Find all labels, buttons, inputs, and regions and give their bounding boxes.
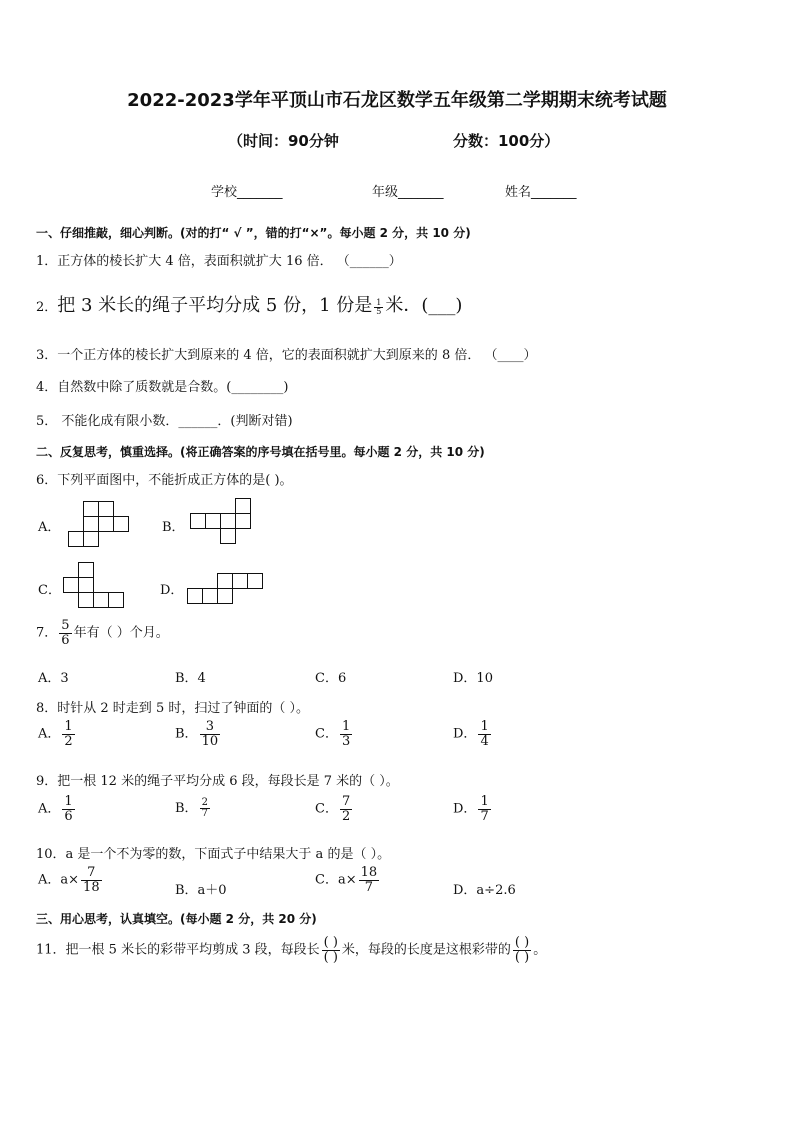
fraction-denominator: 10 — [201, 733, 219, 749]
question-2 — [36, 291, 462, 317]
option-fraction — [62, 720, 74, 748]
fraction-numerator: 7 — [341, 794, 351, 809]
option-letter: A． — [38, 726, 61, 742]
option-letter: B． — [175, 801, 198, 816]
score-info: 分数：100分） — [453, 132, 560, 150]
grade-field: 年级_______ — [372, 185, 444, 200]
question-10: 10．a 是一个不为零的数，下面式子中结果大于 a 的是（ ）。 — [36, 847, 391, 862]
fraction-denominator: 6 — [61, 632, 70, 648]
question-6: 6．下列平面图中，不能折成正方体的是( )。 — [36, 473, 293, 488]
fraction-denominator: 7 — [364, 879, 373, 895]
option-letter: A．a× — [38, 872, 80, 888]
section-1-heading: 一、仔细推敲，细心判断。(对的打“ √ ”，错的打“×”。每小题 2 分，共 10 分) — [36, 226, 471, 240]
option-letter: D． — [453, 726, 477, 742]
question-3: 3．一个正方体的棱长扩大到原来的 4 倍，它的表面积就扩大到原来的 8 倍． （____） — [36, 348, 537, 363]
blank-denominator: ( ) — [323, 949, 338, 965]
option-fraction — [81, 866, 102, 894]
fraction-denominator: 7 — [201, 808, 208, 819]
fraction-numerator: 1 — [64, 794, 73, 809]
fraction-numerator: 7 — [87, 865, 96, 880]
fraction-numerator: 1 — [480, 794, 489, 809]
q6-option-b-net — [190, 498, 252, 546]
q7-option-d: D．10 — [453, 671, 493, 686]
q6-option-d-net — [187, 573, 265, 606]
blank-numerator: ( ) — [514, 935, 530, 950]
q7-option-a: A．3 — [38, 671, 69, 686]
question-11-end: 。 — [533, 942, 547, 958]
q6-option-b-label: B． — [162, 520, 185, 535]
section-3-heading: 三、用心思考，认真填空。(每小题 2 分，共 20 分) — [36, 912, 317, 926]
q10-option-a — [38, 866, 104, 894]
question-11-mid: 米，每段的长度是这根彩带的 — [341, 942, 511, 958]
fraction-denominator: 3 — [341, 733, 351, 749]
school-field: 学校_______ — [211, 185, 283, 200]
q10-option-c — [315, 866, 381, 894]
blank-denominator: ( ) — [514, 949, 530, 965]
q8-option-c — [315, 720, 354, 748]
answer-blank-fraction — [513, 936, 531, 964]
question-7-number: 7． — [36, 625, 58, 641]
fraction-denominator: 5 — [376, 307, 382, 316]
fraction-numerator: 18 — [360, 865, 378, 880]
q6-option-c-label: C． — [38, 583, 61, 598]
fraction-numerator: 5 — [61, 618, 70, 633]
question-2-number: 2． — [36, 300, 58, 315]
q6-option-c-net — [63, 562, 125, 610]
q7-option-b: B．4 — [175, 671, 206, 686]
q9-option-b — [175, 797, 212, 820]
question-1: 1．正方体的棱长扩大 4 倍，表面积就扩大 16 倍． （______） — [36, 254, 402, 269]
question-9: 9．把一根 12 米的绳子平均分成 6 段，每段长是 7 米的（ ）。 — [36, 774, 399, 789]
q9-option-d — [453, 795, 493, 823]
page-title: 2022-2023学年平顶山市石龙区数学五年级第二学期期末统考试题 — [127, 90, 667, 111]
fraction-numerator: 1 — [64, 719, 73, 734]
fraction-numerator: 1 — [341, 719, 351, 734]
option-letter: D． — [453, 801, 477, 817]
fraction-numerator: 2 — [201, 796, 208, 808]
question-2-tail: 米．(___) — [385, 295, 463, 316]
option-fraction — [62, 795, 74, 823]
question-11 — [36, 936, 546, 964]
fraction-denominator: 6 — [64, 808, 73, 824]
section-2-heading: 二、反复思考，慎重选择。(将正确答案的序号填在括号里。每小题 2 分，共 10 分) — [36, 445, 485, 459]
question-2-text: 把 3 米长的绳子平均分成 5 份，1 份是 — [57, 295, 373, 316]
q7-option-c: C．6 — [315, 671, 347, 686]
q6-option-d-label: D． — [160, 583, 184, 598]
option-fraction — [340, 795, 352, 823]
fraction-numerator: 1 — [376, 297, 382, 307]
q10-option-d: D．a÷2.6 — [453, 883, 516, 898]
option-fraction — [200, 720, 221, 748]
fraction-denominator: 2 — [341, 808, 351, 824]
question-11-text: 11．把一根 5 米长的彩带平均剪成 3 段，每段长 — [36, 942, 320, 958]
answer-blank-fraction — [322, 936, 340, 964]
question-7-text: 年有（ ）个月。 — [73, 625, 169, 641]
fraction-numerator: 1 — [480, 719, 489, 734]
option-letter: C． — [315, 801, 338, 817]
question-7 — [36, 619, 169, 647]
option-letter: A． — [38, 801, 61, 817]
option-fraction — [478, 795, 490, 823]
q6-option-a-net — [68, 501, 130, 549]
option-fraction — [359, 866, 380, 894]
name-field: 姓名_______ — [505, 185, 577, 200]
option-fraction — [200, 798, 210, 820]
q9-option-a — [38, 795, 77, 823]
q8-option-b — [175, 720, 222, 748]
question-4: 4．自然数中除了质数就是合数。(________) — [36, 380, 289, 395]
question-8: 8．时针从 2 时走到 5 时，扫过了钟面的（ ）。 — [36, 701, 309, 716]
q8-option-a — [38, 720, 77, 748]
blank-numerator: ( ) — [323, 935, 338, 950]
question-7-fraction — [59, 619, 71, 647]
q9-option-c — [315, 795, 354, 823]
option-letter: C．a× — [315, 872, 357, 888]
fraction-numerator: 3 — [205, 719, 214, 734]
fraction-denominator: 4 — [480, 733, 489, 749]
question-2-fraction — [374, 299, 383, 317]
fraction-denominator: 7 — [480, 808, 489, 824]
option-fraction — [340, 720, 352, 748]
fraction-denominator: 18 — [83, 879, 100, 895]
option-fraction — [478, 720, 490, 748]
q6-option-a-label: A． — [38, 520, 61, 535]
time-info: （时间：90分钟 — [228, 132, 339, 150]
q8-option-d — [453, 720, 493, 748]
q10-option-b: B．a＋0 — [175, 883, 227, 898]
option-letter: B． — [175, 726, 198, 742]
option-letter: C． — [315, 726, 338, 742]
question-5: 5． 不能化成有限小数．______．(判断对错) — [36, 414, 293, 429]
fraction-denominator: 2 — [64, 733, 73, 749]
